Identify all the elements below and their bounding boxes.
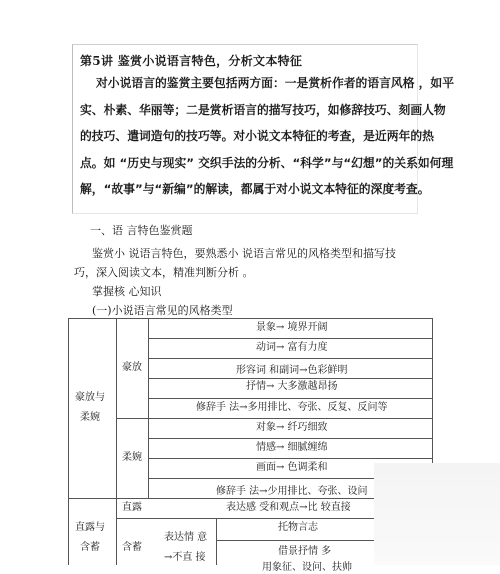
table-cell: 修辞手 法→少用排比、夸张、设问 bbox=[216, 486, 368, 497]
table-cell: 托物言志 bbox=[278, 522, 318, 533]
group-label-1b: 柔婉 bbox=[80, 412, 100, 423]
sub-heading: 掌握核 心知识 bbox=[92, 285, 162, 298]
group-label-2b: 含蓄 bbox=[80, 542, 100, 553]
table-cell: 借景抒情 多 bbox=[278, 546, 332, 557]
table-cell: →不直 接 bbox=[164, 552, 206, 563]
table-cell: 表达情 意 bbox=[164, 532, 208, 543]
table-cell: 修辞手 法→多用排比、夸张、反复、反问等 bbox=[196, 402, 388, 413]
table-cell: 景象→ 境界开阔 bbox=[256, 322, 328, 333]
category-label: 直露 bbox=[122, 502, 142, 513]
table-cell: 抒情→ 大多激越昂扬 bbox=[246, 381, 338, 392]
table-cell: 画面→ 色调柔和 bbox=[256, 462, 328, 473]
page-title: 第5讲 鉴赏小说语言特色，分析文本特征 bbox=[80, 54, 303, 68]
section-paragraph: 鉴赏小 说语言特色，要熟悉小 说语言常见的风格类型和描写技巧，深入阅读文本，精准判断分析 。 bbox=[74, 247, 396, 279]
section-heading: 一、语 言特色鉴赏题 bbox=[90, 224, 193, 237]
group-label-1a: 豪放与 bbox=[75, 392, 105, 403]
scan-shadow bbox=[374, 463, 500, 565]
table-cell: 用象征、设问、扶帅 bbox=[262, 562, 352, 573]
table-cell: 形容词 和副词→色彩鲜明 bbox=[236, 365, 348, 376]
table-cell: 表达感 受和观点→比 较直接 bbox=[226, 502, 351, 513]
table-cell: 对象→ 纤巧细致 bbox=[256, 422, 328, 433]
category-label: 含蓄 bbox=[122, 542, 142, 553]
sub-sub-heading: (一)小说语言常见的风格类型 bbox=[92, 304, 233, 317]
intro-paragraph: 对小说语言的鉴赏主要包括两方面：一是赏析作者的语言风格 ，如平实、朴素、华丽等；二是赏析语言的描写技巧，如修辞技巧、刻画人物的技巧、遣词造句的技巧等。对小说文本特征的考查，是近两年的热点。如 “历史与现实” 交织手法的分析、“科学”与“幻想”的关系如何理解，“故事”与“新编”的解读，都属于对小说文本特征的深度考查。 bbox=[80, 76, 455, 196]
table-cell: 情感→ 细腻缠绵 bbox=[256, 442, 328, 453]
group-label-2a: 直露与 bbox=[75, 522, 105, 533]
category-label: 豪放 bbox=[122, 362, 142, 373]
table-cell: 动词→ 富有力度 bbox=[256, 342, 328, 353]
category-label: 柔婉 bbox=[122, 452, 142, 463]
